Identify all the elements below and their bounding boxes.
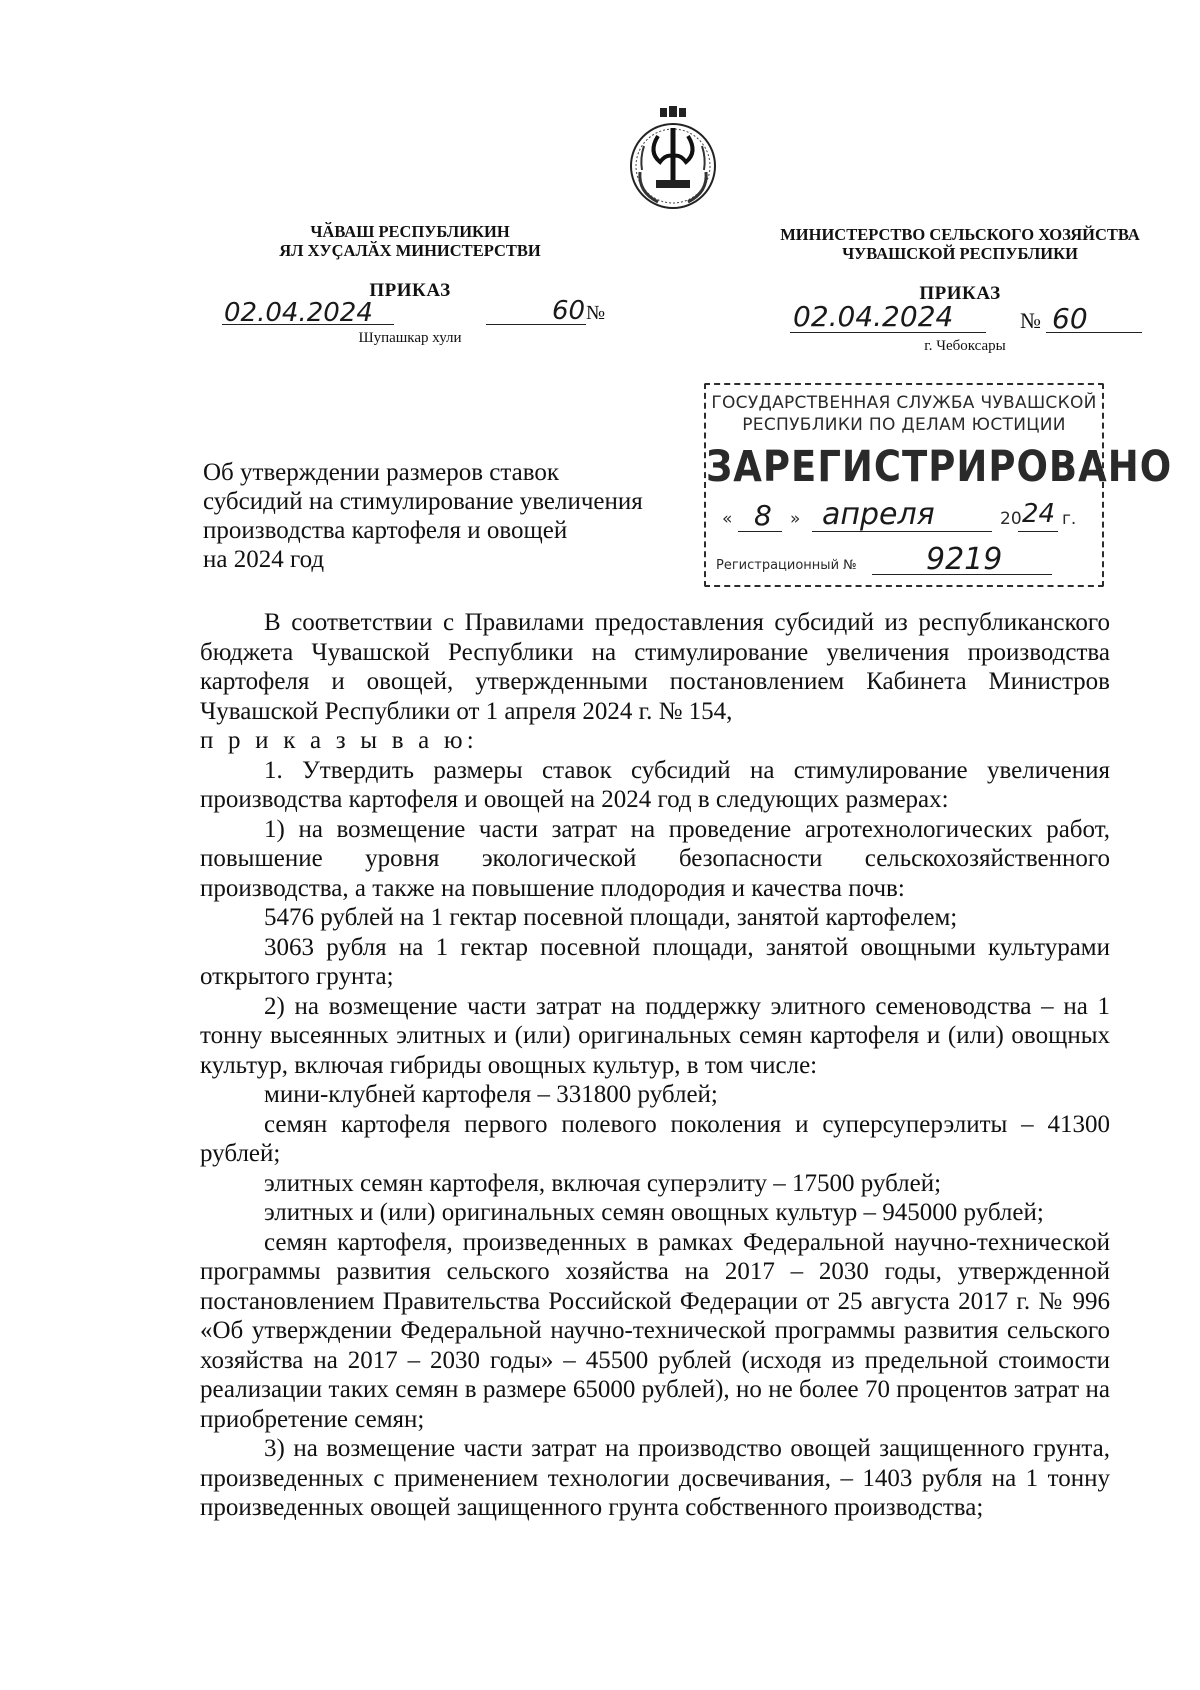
stamp-date-row (716, 497, 1096, 539)
left-number-sign: № (586, 302, 606, 324)
right-org-header (770, 225, 1150, 263)
body-paragraph-1: В соответствии с Правилами предоставления субсидий из республиканского бюджета Чувашской Республики на стимулирование увеличения производства картофеля и овощей, утвержденными постановлением Кабинета Министров Чувашской Республики от 1 апреля 2024 г. № 154, (200, 609, 1110, 725)
left-org-header (250, 222, 570, 260)
document-title (203, 458, 683, 574)
document-body (200, 608, 1110, 1523)
stamp-year-unit: г. (1062, 509, 1077, 529)
right-prikaz-heading: ПРИКАЗ (919, 283, 1001, 304)
body-command: п р и к а з ы в а ю: (200, 727, 478, 754)
body-paragraph-3: 1) на возмещение части затрат на проведение агротехнологических работ, повышение уровня экологической безопасности сельскохозяйственного производства, а также на повышение плодородия и качества почв: (200, 815, 1110, 902)
body-paragraph-10: элитных и (или) оригинальных семян овощных культур – 945000 рублей; (264, 1199, 1044, 1226)
stamp-day: 8 (754, 499, 772, 532)
right-city: г. Чебоксары (924, 338, 1006, 354)
body-paragraph-12: 3) на возмещение части затрат на производство овощей защищенного грунта, произведенных с применением технологии досвечивания, – 1403 рубля на 1 тонну произведенных овощей защищенного грунта собственного производства; (200, 1435, 1110, 1521)
title-line1: Об утверждении размеров ставок (203, 459, 559, 486)
stamp-reg-label: Регистрационный № (716, 558, 857, 573)
left-org-line2: ЯЛ ХУҪАЛӐХ МИНИСТЕРСТВИ (279, 241, 541, 260)
stamp-month: апреля (822, 497, 935, 532)
body-paragraph-7: мини-клубней картофеля – 331800 рублей; (264, 1081, 718, 1108)
title-line3: производства картофеля и овощей (203, 517, 568, 544)
body-paragraph-9: элитных семян картофеля, включая суперэлиту – 17500 рублей; (264, 1169, 942, 1197)
stamp-year-prefix: 20 (1000, 509, 1022, 529)
stamp-line2: РЕСПУБЛИКИ ПО ДЕЛАМ ЮСТИЦИИ (742, 415, 1066, 435)
body-paragraph-8: семян картофеля первого полевого поколения и суперсуперэлиты – 41300 рублей; (200, 1110, 1110, 1167)
right-org-line1: МИНИСТЕРСТВО СЕЛЬСКОГО ХОЗЯЙСТВА (780, 225, 1140, 244)
left-date-line (222, 324, 394, 325)
title-line2: субсидий на стимулирование увеличения (203, 488, 643, 515)
stamp-line1: ГОСУДАРСТВЕННАЯ СЛУЖБА ЧУВАШСКОЙ (711, 393, 1097, 413)
stamp-year-suffix: 24 (1022, 499, 1056, 529)
registration-stamp (704, 383, 1173, 587)
body-paragraph-11: семян картофеля, произведенных в рамках Федеральной научно-технической программы развития сельского хозяйства на 2017 – 2030 годы, утвержденной постановлением Правительства Российской Федерации от 25 августа 2017 г. № 996 «Об утверждении Федеральной научно-технической программы развития сельского хозяйства на 2017 – 2030 годы» – 45500 рублей (исходя из предельной стоимости реализации таких семян в размере 65000 рублей), но не более 70 процентов затрат на приобретение семян; (200, 1228, 1110, 1433)
left-date-handwritten: 02.04.2024 (224, 298, 373, 328)
title-line4: на 2024 год (203, 546, 325, 573)
left-city: Шупашкар хули (358, 330, 462, 346)
stamp-quote-open: « (722, 509, 733, 529)
stamp-reg-number: 9219 (926, 542, 1003, 577)
stamp-reg-row (716, 542, 1096, 580)
body-paragraph-2: 1. Утвердить размеры ставок субсидий на стимулирование увеличения производства картофеля и овощей на 2024 год в следующих размерах: (200, 756, 1110, 813)
stamp-quote-close: » (790, 509, 801, 529)
right-number-sign: № (1020, 308, 1041, 333)
stamp-registered: ЗАРЕГИСТРИРОВАНО (706, 441, 1173, 492)
right-number-line (1046, 332, 1142, 333)
body-paragraph-6: 2) на возмещение части затрат на поддержку элитного семеноводства – на 1 тонну высеянных элитных и (или) оригинальных семян картофеля и (или) овощных культур, включая гибриды овощных культур, в том числе: (200, 992, 1110, 1079)
right-org-line2: ЧУВАШСКОЙ РЕСПУБЛИКИ (842, 244, 1078, 263)
right-date-handwritten: 02.04.2024 (793, 300, 954, 333)
right-number-handwritten: 60 (1052, 302, 1088, 335)
body-paragraph-4: 5476 рублей на 1 гектар посевной площади, занятой картофелем; (264, 904, 958, 931)
right-date-line (790, 332, 986, 333)
left-prikaz-heading: ПРИКАЗ (369, 280, 451, 301)
left-org-line1: ЧӐВАШ РЕСПУБЛИКИН (310, 222, 510, 241)
left-number-handwritten: 60 (552, 296, 586, 326)
body-paragraph-5: 3063 рубля на 1 гектар посевной площади, занятой овощными культурами открытого грунта; (200, 933, 1110, 990)
coat-of-arms-emblem (628, 106, 718, 212)
